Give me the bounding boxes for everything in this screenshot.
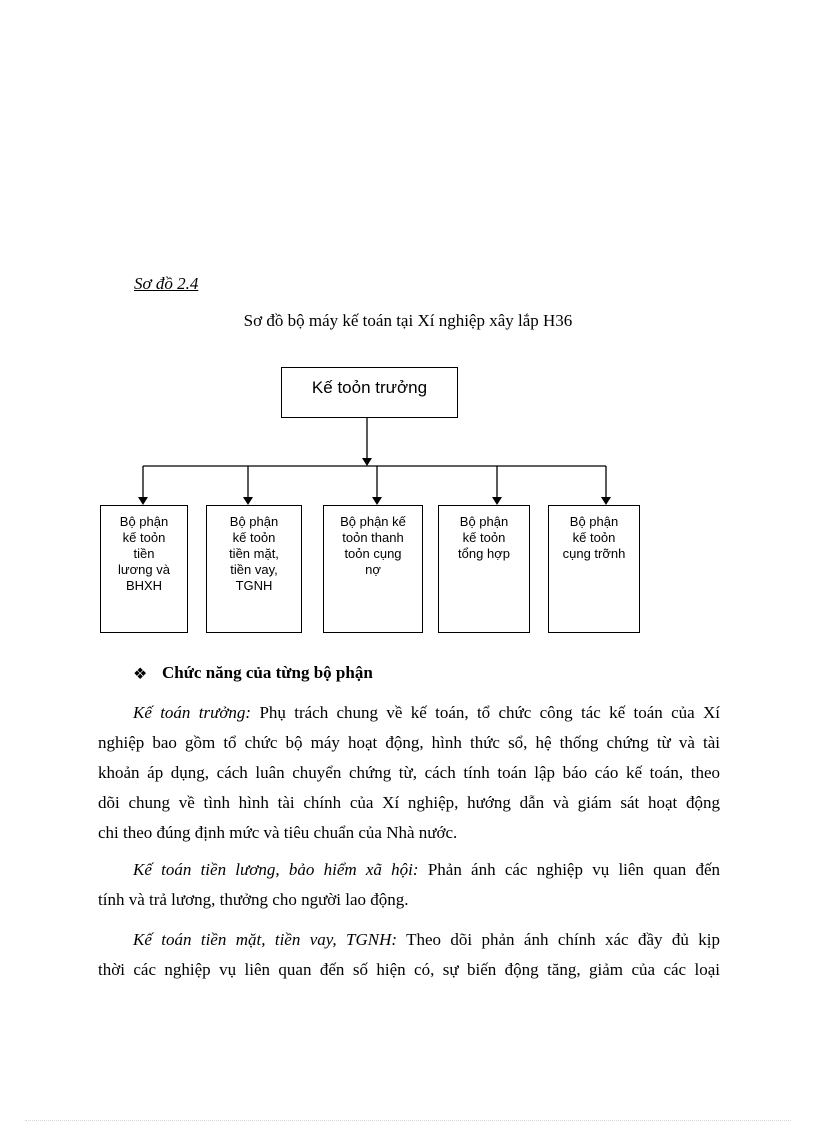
arrowhead-root <box>362 458 372 466</box>
paragraph-payroll <box>98 855 720 915</box>
arrowhead-child-4 <box>492 497 502 505</box>
arrowhead-child-1 <box>138 497 148 505</box>
dept-label-payables: Bộ phận kế toỏn thanh toỏn cụng nợ <box>340 514 406 577</box>
paragraph-line: nghiệp bao gồm tổ chức bộ máy hoạt động, hình thức sổ, hệ thống chứng từ và tài <box>98 733 720 752</box>
diamond-bullet-icon: ❖ <box>133 666 148 683</box>
paragraph-line: Theo dõi phản ánh chính xác đầy đủ kịp <box>406 930 720 949</box>
paragraph-line: Phản ánh các nghiệp vụ liên quan đến <box>427 860 721 879</box>
chief-accountant-box <box>281 367 458 418</box>
paragraph-chief-accountant <box>98 698 720 848</box>
figure-title: Sơ đồ bộ máy kế toán tại Xí nghiệp xây lắp H36 <box>243 311 573 330</box>
paragraph-line: thời các nghiệp vụ liên quan đến số hiện có, sự biến động tăng, giảm của các loại <box>98 960 720 979</box>
dept-label-construction: Bộ phận kế toỏn cụng trỡnh <box>562 514 626 561</box>
paragraph-lead: Kế toán tiền mặt, tiền vay, TGNH: <box>133 930 398 949</box>
dept-box-construction <box>548 505 640 633</box>
dept-box-payroll <box>100 505 188 633</box>
footer-divider <box>25 1120 791 1121</box>
paragraph-line: Phụ trách chung về kế toán, tổ chức công tác kế toán của Xí <box>259 703 721 722</box>
paragraph-lead: Kế toán trưởng: <box>133 703 252 722</box>
arrowhead-child-5 <box>601 497 611 505</box>
arrowhead-child-2 <box>243 497 253 505</box>
dept-box-general <box>438 505 530 633</box>
dept-box-cash <box>206 505 302 633</box>
dept-label-cash: Bộ phận kế toỏn tiền mặt, tiền vay, TGNH <box>229 514 279 593</box>
arrowhead-child-3 <box>372 497 382 505</box>
dept-label-general: Bộ phận kế toỏn tổng hợp <box>458 514 510 561</box>
paragraph-lead: Kế toán tiền lương, bảo hiểm xã hội: <box>133 860 419 879</box>
chief-accountant-label: Kế toỏn trưởng <box>311 378 428 397</box>
dept-label-payroll: Bộ phận kế toỏn tiền lương và BHXH <box>118 514 170 593</box>
paragraph-line: tính và trả lương, thưởng cho người lao động. <box>98 890 409 909</box>
dept-box-payables <box>323 505 423 633</box>
paragraph-line: khoản áp dụng, cách luân chuyển chứng từ, cách tính toán lập báo cáo kế toán, theo <box>98 763 720 782</box>
paragraph-line: dõi chung về tình hình tài chính của Xí nghiệp, hướng dẫn và giám sát hoạt động <box>98 793 720 812</box>
figure-label: Sơ đồ 2.4 <box>134 274 199 293</box>
section-heading: Chức năng của từng bộ phận <box>162 663 373 682</box>
paragraph-line: chi theo đúng định mức và tiêu chuẩn của Nhà nước. <box>98 823 458 842</box>
paragraph-cash <box>98 925 720 985</box>
